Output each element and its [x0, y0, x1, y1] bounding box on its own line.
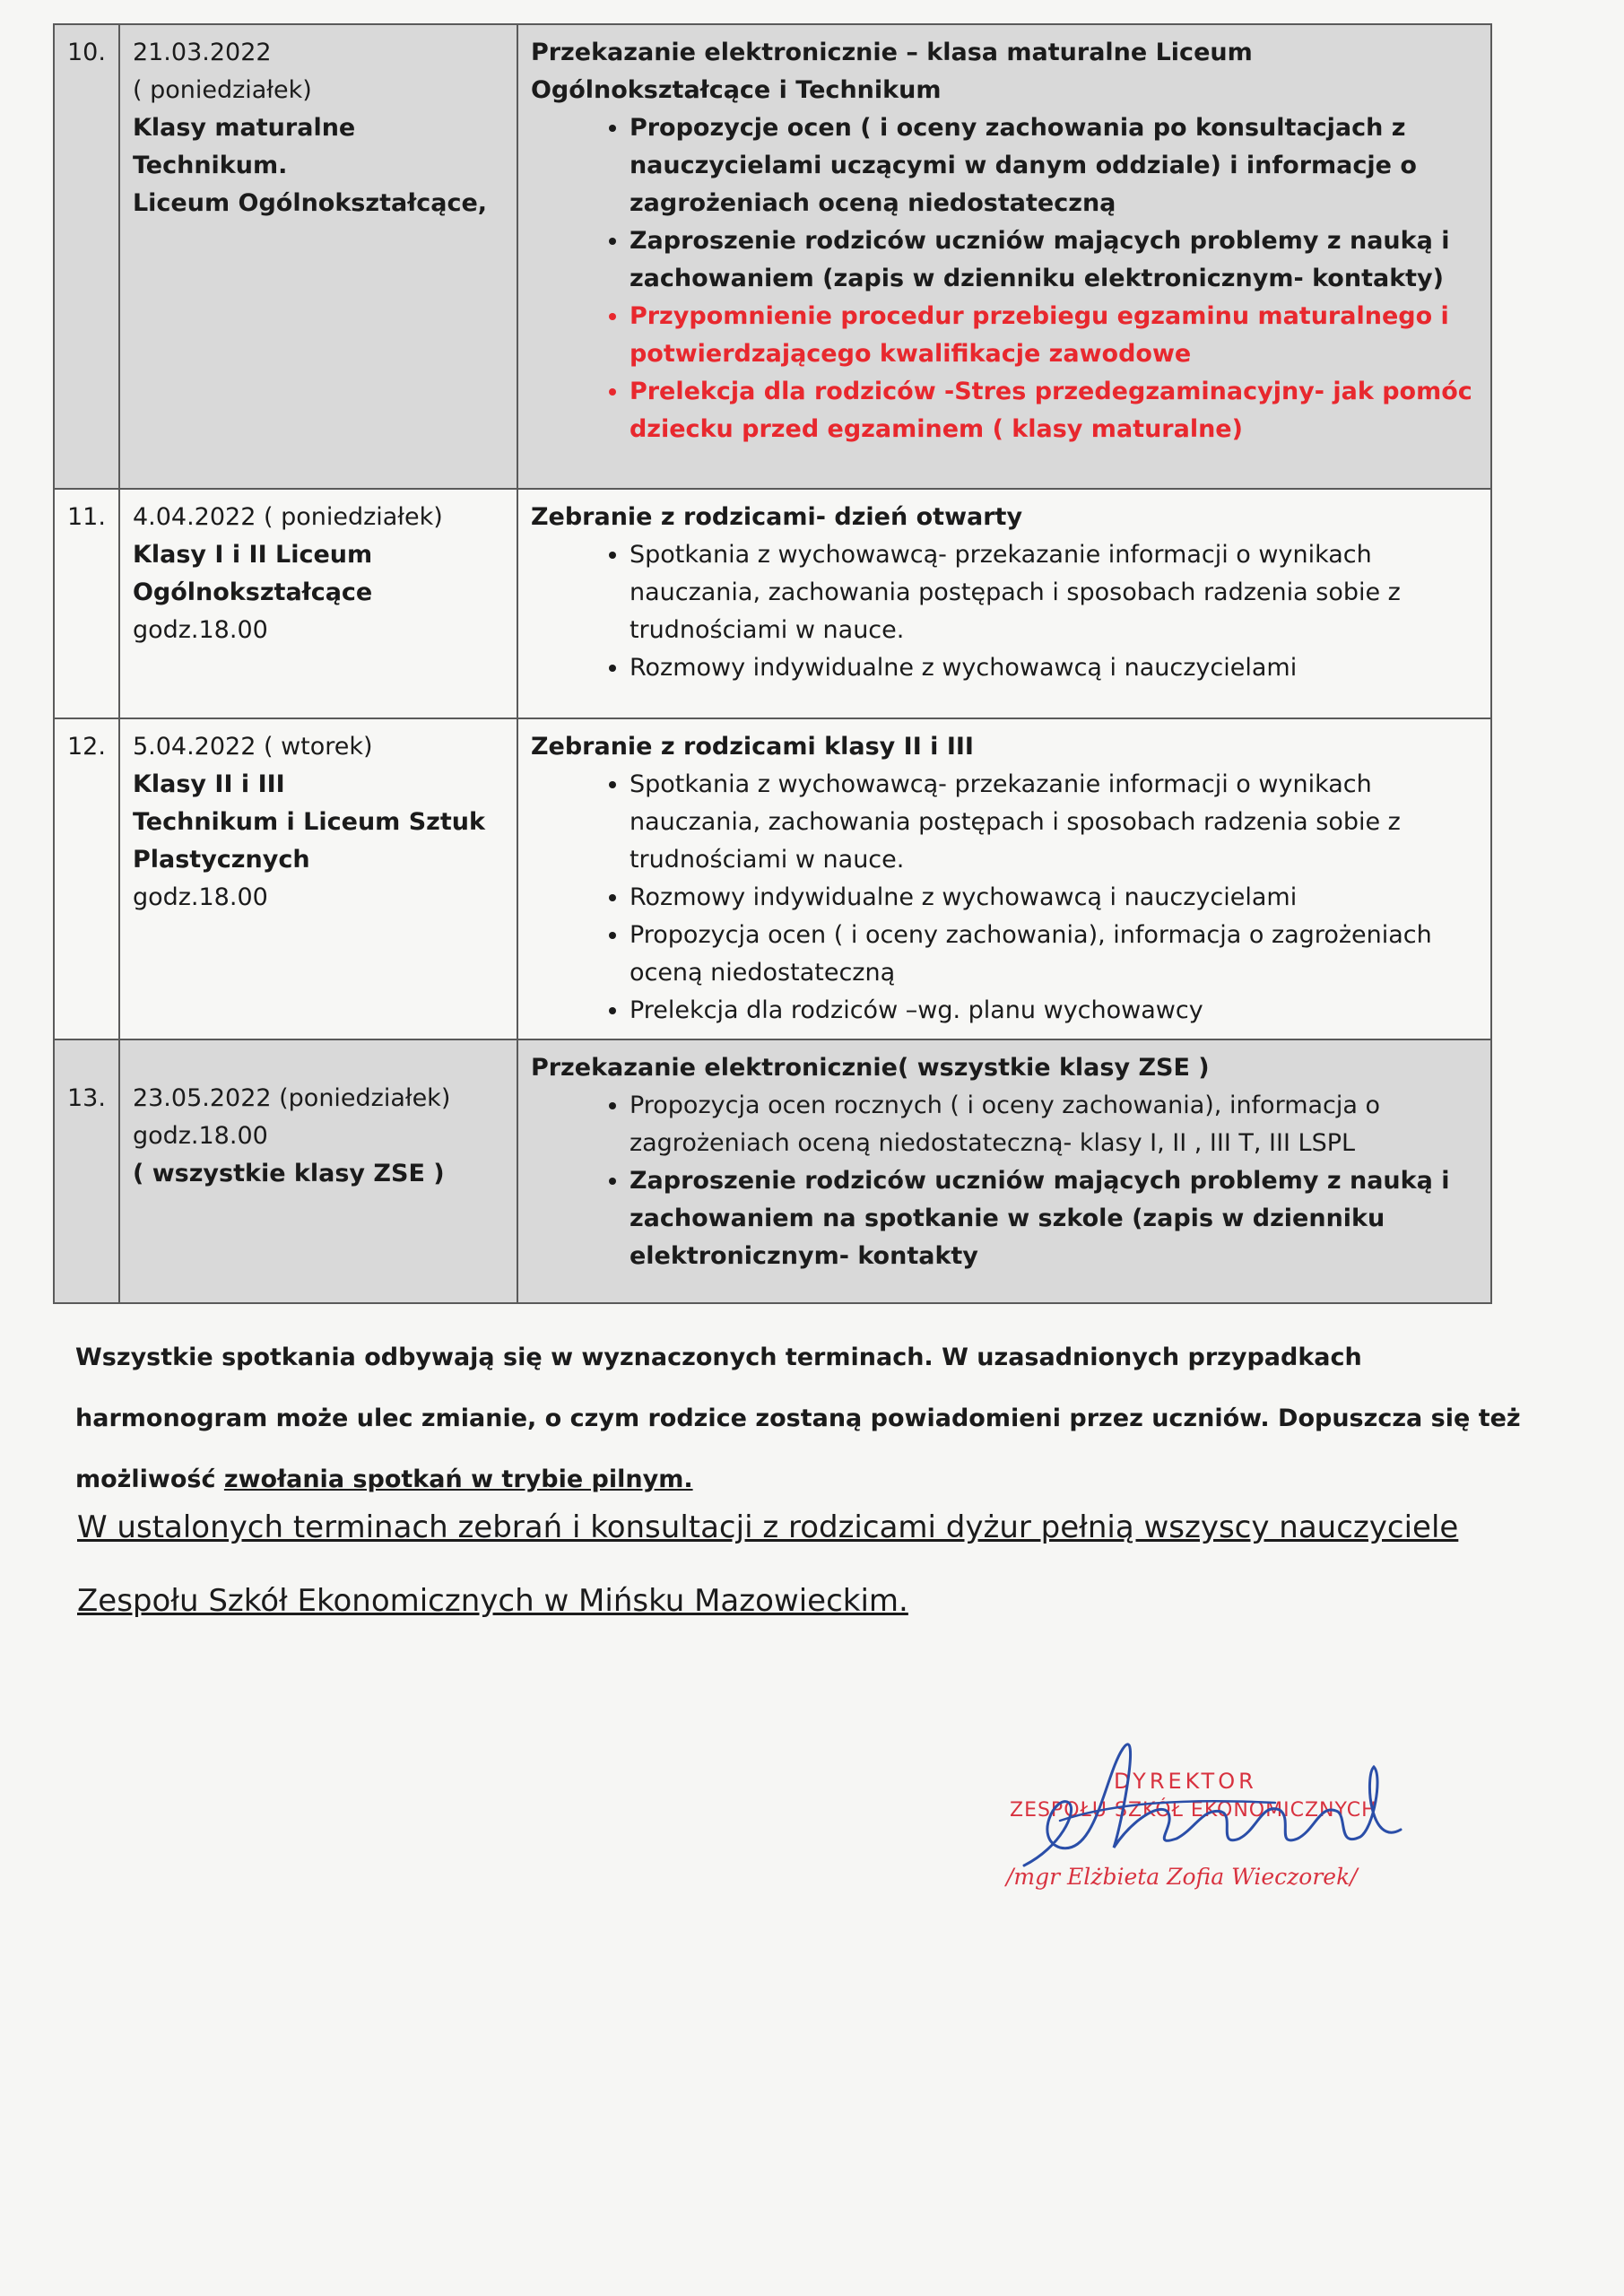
- row-number: 12.: [54, 718, 119, 1039]
- list-item: • Spotkania z wychowawcą- przekazanie informacji o wynikach nauczania, zachowania postępach i sposobach radzenia sobie z trudnościami w nauce.: [630, 766, 1478, 879]
- list-item: • Prelekcja dla rodziców –wg. planu wychowawcy: [630, 992, 1478, 1030]
- date-text: 21.03.2022: [132, 39, 272, 66]
- note-text: Wszystkie spotkania odbywają się w wyznaczonych terminach. W uzasadnionych przypadkach harmonogram może ulec zmianie, o czym rodzice zostaną powiadomieni przez uczniów. Dopuszcza się też możliwość: [75, 1344, 1521, 1493]
- director-stamp: [1006, 1713, 1437, 1919]
- table-row: [54, 718, 1491, 1039]
- date-text: 4.04.2022 ( poniedziałek): [132, 503, 443, 531]
- row-date-cell: [119, 718, 517, 1039]
- row-description-cell: [517, 24, 1491, 489]
- date-text: 23.05.2022 (poniedziałek): [132, 1084, 451, 1112]
- date-text: 5.04.2022 ( wtorek): [132, 733, 373, 761]
- stamp-title: DYREKTOR: [1114, 1769, 1257, 1794]
- time-text: godz.18.00: [132, 616, 268, 644]
- list-item: • Spotkania z wychowawcą- przekazanie informacji o wynikach nauczania, zachowania postępach i sposobach radzenia sobie z trudnościami w nauce.: [630, 536, 1478, 649]
- row-number: 11.: [54, 489, 119, 718]
- schedule-table: [53, 23, 1492, 1304]
- classes-text: Liceum Ogólnokształcące,: [132, 189, 488, 217]
- list-item: • Propozycja ocen rocznych ( i oceny zachowania), informacja o zagrożeniach oceną niedostateczną- klasy I, II , III T, III LSPL: [630, 1087, 1478, 1162]
- classes-text: Plastycznych: [132, 846, 310, 874]
- table-row: [54, 1039, 1491, 1303]
- list-item: • Propozycje ocen ( i oceny zachowania po konsultacjach z nauczycielami uczącymi w danym oddziale) i informacje o zagrożeniach oceną niedostateczną: [630, 109, 1478, 222]
- row-date-cell: [119, 24, 517, 489]
- row-description-cell: [517, 489, 1491, 718]
- time-text: godz.18.00: [132, 883, 268, 911]
- classes-text: Klasy II i III: [132, 770, 285, 798]
- note-underlined-text: zwołania spotkań w trybie pilnym.: [223, 1465, 693, 1493]
- table-row: [54, 489, 1491, 718]
- list-item: • Rozmowy indywidualne z wychowawcą i nauczycielami: [630, 649, 1478, 687]
- row-title: Przekazanie elektronicznie – klasa maturalne Liceum Ogólnokształcące i Technikum: [530, 39, 1253, 104]
- list-item: • Propozycja ocen ( i oceny zachowania), informacja o zagrożeniach oceną niedostateczną: [630, 917, 1478, 992]
- row-number: 13.: [54, 1039, 119, 1303]
- classes-text: Klasy I i II Liceum: [132, 541, 373, 569]
- row-title: Zebranie z rodzicami klasy II i III: [530, 733, 974, 761]
- schedule-note: [75, 1327, 1528, 1510]
- list-item: • Prelekcja dla rodziców -Stres przedegzaminacyjny- jak pomóc dziecku przed egzaminem ( klasy maturalne): [630, 373, 1478, 448]
- classes-text: ( wszystkie klasy ZSE ): [132, 1160, 445, 1187]
- time-text: godz.18.00: [132, 1122, 268, 1150]
- row-date-cell: [119, 489, 517, 718]
- stamp-name: /mgr Elżbieta Zofia Wieczorek/: [1006, 1864, 1358, 1890]
- row-description-cell: [517, 718, 1491, 1039]
- classes-text: Klasy maturalne Technikum.: [132, 114, 356, 179]
- classes-text: Technikum i Liceum Sztuk: [132, 808, 485, 836]
- row-title: Przekazanie elektronicznie( wszystkie klasy ZSE ): [530, 1054, 1210, 1082]
- classes-text: Ogólnokształcące: [132, 578, 373, 606]
- row-number: 10.: [54, 24, 119, 489]
- duty-note: W ustalonych terminach zebrań i konsultacji z rodzicami dyżur pełnią wszyscy nauczyciele Zespołu Szkół Ekonomicznych w Mińsku Mazowieckim.: [77, 1509, 1459, 1619]
- weekday-text: ( poniedziałek): [132, 76, 312, 104]
- table-row: [54, 24, 1491, 489]
- row-date-cell: [119, 1039, 517, 1303]
- stamp-school: ZESPOŁU SZKÓŁ EKONOMICZNYCH: [1010, 1799, 1377, 1822]
- list-item: • Zaproszenie rodziców uczniów mających problemy z nauką i zachowaniem na spotkanie w szkole (zapis w dzienniku elektronicznym- kontakty: [630, 1162, 1478, 1275]
- list-item: • Zaproszenie rodziców uczniów mających problemy z nauką i zachowaniem (zapis w dzienniku elektronicznym- kontakty): [630, 222, 1478, 298]
- list-item: • Przypomnienie procedur przebiegu egzaminu maturalnego i potwierdzającego kwalifikacje zawodowe: [630, 298, 1478, 373]
- signature-icon: [1006, 1713, 1437, 1919]
- row-description-cell: [517, 1039, 1491, 1303]
- row-title: Zebranie z rodzicami- dzień otwarty: [530, 503, 1023, 531]
- list-item: • Rozmowy indywidualne z wychowawcą i nauczycielami: [630, 879, 1478, 917]
